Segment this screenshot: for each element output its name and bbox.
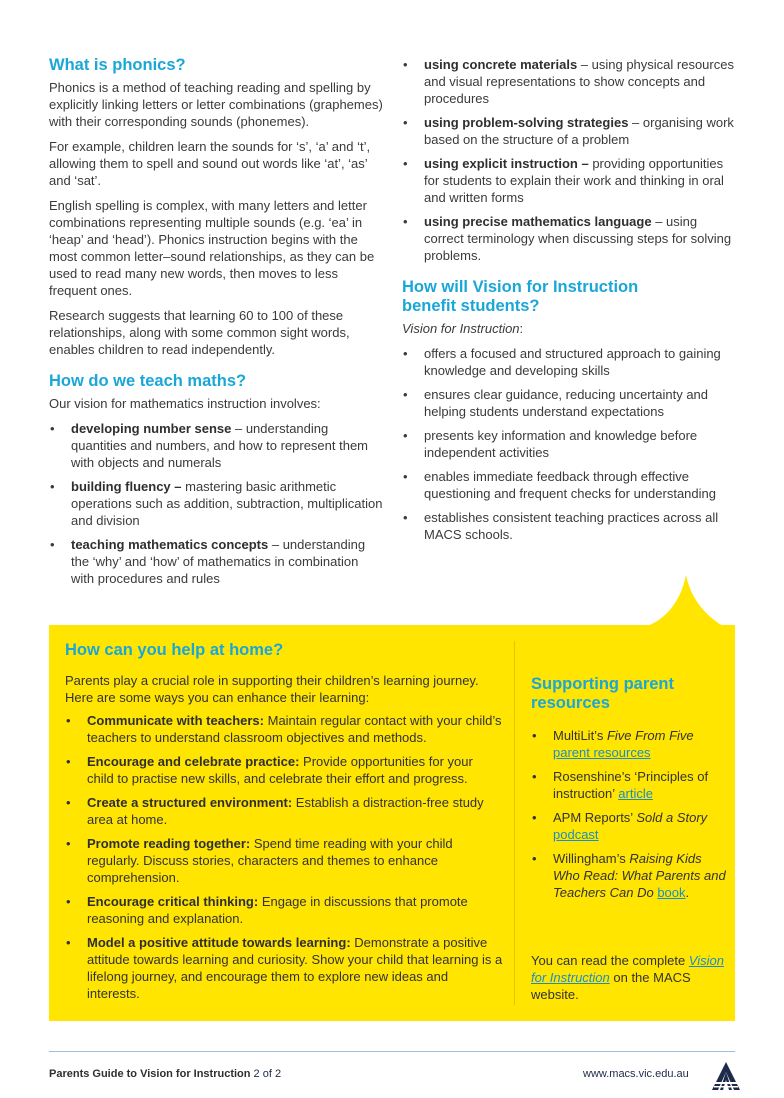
- item-text: mastering basic arithmetic operations such as addition, subtraction, multiplication and division: [71, 479, 383, 528]
- maths-heading: How do we teach maths?: [49, 372, 247, 390]
- list-item: [531, 809, 731, 843]
- read-more-text: [531, 952, 731, 1003]
- benefit-list: [402, 345, 738, 543]
- parent-resources-link[interactable]: parent resources: [553, 745, 651, 760]
- footer-url[interactable]: www.macs.vic.edu.au: [583, 1068, 689, 1080]
- item-bold: using precise mathematics language: [424, 214, 652, 229]
- list-item: [402, 155, 738, 206]
- footer-title-bold: Parents Guide to Vision for Instruction: [49, 1068, 251, 1080]
- item-text: Establish a distraction-free study area at home.: [87, 795, 484, 827]
- item-text: Maintain regular contact with your child’s teachers to understand classroom objectives and methods.: [87, 713, 502, 745]
- item-text: MultiLit’s: [553, 728, 607, 743]
- list-item: [531, 850, 731, 901]
- list-item: • establishes consistent teaching practices across all MACS schools.: [402, 509, 738, 543]
- item-text: APM Reports’: [553, 810, 637, 825]
- phonics-paragraph-4: Research suggests that learning 60 to 100 of these relationships, along with some common sight words, enables children to read independently.: [49, 308, 350, 357]
- list-item: [49, 420, 385, 471]
- item-text: Demonstrate a positive attitude towards learning and curiosity. Show your child that learning is a lifelong journey, and encourage them to explore new ideas and interests.: [87, 935, 503, 1001]
- list-item: [65, 712, 503, 746]
- list-item: • offers a focused and structured approach to gaining knowledge and developing skills: [402, 345, 738, 379]
- item-text: .: [685, 885, 690, 900]
- item-text: – understanding the ‘why’ and ‘how’ of mathematics in combination with procedures and rules: [71, 537, 366, 586]
- home-heading: How can you help at home?: [65, 641, 284, 659]
- item-bold: Encourage critical thinking:: [87, 894, 259, 909]
- podcast-link[interactable]: podcast: [553, 827, 599, 842]
- column-divider: [514, 641, 515, 1005]
- article-link[interactable]: article: [618, 786, 653, 801]
- benefit-heading: How will Vision for Instruction benefit students?: [402, 278, 639, 315]
- home-list: [65, 712, 503, 1002]
- phonics-paragraph-3: English spelling is complex, with many letters and letter combinations representing multiple sounds (e.g. ‘ea’ in ‘heap’ and ‘head’). Phonics instruction begins with the most common letter–sound relationships, as they can be used to read many new words, then moves to less frequent ones.: [49, 198, 375, 298]
- home-intro: Parents play a crucial role in supporting their children’s learning journey. Here are some ways you can enhance their learning:: [65, 673, 479, 705]
- vision-for-instruction-link[interactable]: Vision for Instruction: [531, 953, 724, 985]
- item-bold: building fluency –: [71, 479, 182, 494]
- item-bold: Create a structured environment:: [87, 795, 293, 810]
- item-text: Willingham’s: [553, 851, 630, 866]
- benefit-intro: [402, 320, 738, 337]
- footer-title: [49, 1068, 281, 1080]
- footer-divider: [49, 1051, 735, 1052]
- item-text: – organising work based on the structure of a problem: [424, 115, 734, 147]
- list-item: [531, 727, 731, 761]
- item-text: – using correct terminology when discussing steps for solving problems.: [424, 214, 732, 263]
- item-bold: Promote reading together:: [87, 836, 251, 851]
- list-item: • enables immediate feedback through effective questioning and frequent checks for understanding: [402, 468, 738, 502]
- item-text: – understanding quantities and numbers, and how to represent them with objects and numerals: [71, 421, 369, 470]
- list-item: • ensures clear guidance, reducing uncertainty and helping students understand expectations: [402, 386, 738, 420]
- list-item: [65, 893, 503, 927]
- list-item: [402, 56, 738, 107]
- item-bold: Encourage and celebrate practice:: [87, 754, 300, 769]
- phonics-paragraph-1: Phonics is a method of teaching reading and spelling by explicitly linking letters or letter combinations (graphemes) with their corresponding sounds (phonemes).: [49, 80, 383, 129]
- home-section: [65, 641, 503, 1009]
- item-bold: Communicate with teachers:: [87, 713, 264, 728]
- read-more-pre: You can read the complete: [531, 953, 689, 968]
- list-item: [49, 536, 385, 587]
- item-bold: using problem-solving strategies: [424, 115, 629, 130]
- maths-list-continued: [402, 56, 738, 264]
- macs-logo-icon: [708, 1060, 744, 1092]
- item-text: – using physical resources and visual representations to show concepts and procedures: [424, 57, 734, 106]
- item-bold: using concrete materials: [424, 57, 578, 72]
- item-text: providing opportunities for students to explain their work and thinking in oral and written forms: [424, 156, 724, 205]
- item-bold: using explicit instruction –: [424, 156, 589, 171]
- right-column: [402, 56, 738, 550]
- decorative-bump: [620, 575, 740, 631]
- list-item: [65, 934, 503, 1002]
- maths-list: [49, 420, 385, 587]
- item-bold: Model a positive attitude towards learning:: [87, 935, 351, 950]
- phonics-heading: What is phonics?: [49, 56, 186, 74]
- benefit-intro-italic: Vision for Instruction: [402, 321, 520, 336]
- resources-list: [531, 727, 731, 901]
- benefit-intro-suffix: :: [519, 321, 524, 336]
- read-more-post: on the MACS website.: [531, 970, 691, 1002]
- item-text: Spend time reading with your child regularly. Discuss stories, characters and themes to enhance comprehension.: [87, 836, 453, 885]
- list-item: • presents key information and knowledge before independent activities: [402, 427, 738, 461]
- help-at-home-panel: [49, 625, 735, 1021]
- resources-heading: Supporting parent resources: [531, 675, 674, 712]
- list-item: [65, 753, 503, 787]
- item-bold: developing number sense: [71, 421, 232, 436]
- item-text: Engage in discussions that promote reasoning and explanation.: [87, 894, 468, 926]
- item-italic: Raising Kids Who Read: What Parents and Teachers Can Do: [553, 851, 726, 900]
- list-item: [49, 478, 385, 529]
- footer-page-number: 2 of 2: [250, 1068, 282, 1080]
- list-item: [402, 114, 738, 148]
- list-item: [65, 835, 503, 886]
- list-item: [65, 794, 503, 828]
- book-link[interactable]: book: [657, 885, 686, 900]
- list-item: [402, 213, 738, 264]
- item-italic: Five From Five: [606, 728, 694, 743]
- left-column: [49, 56, 385, 594]
- list-item: [531, 768, 731, 802]
- item-text: Rosenshine’s ‘Principles of instruction’: [553, 769, 709, 801]
- item-text: Provide opportunities for your child to practise new skills, and celebrate their effort and progress.: [87, 754, 473, 786]
- phonics-paragraph-2: For example, children learn the sounds for ‘s’, ‘a’ and ‘t’, allowing them to spell and sound out words like ‘at’, ‘as’ and ‘sat’.: [49, 139, 371, 188]
- item-bold: teaching mathematics concepts: [71, 537, 269, 552]
- item-italic: Sold a Story: [636, 810, 708, 825]
- maths-intro: Our vision for mathematics instruction involves:: [49, 396, 321, 411]
- resources-section: [531, 675, 731, 908]
